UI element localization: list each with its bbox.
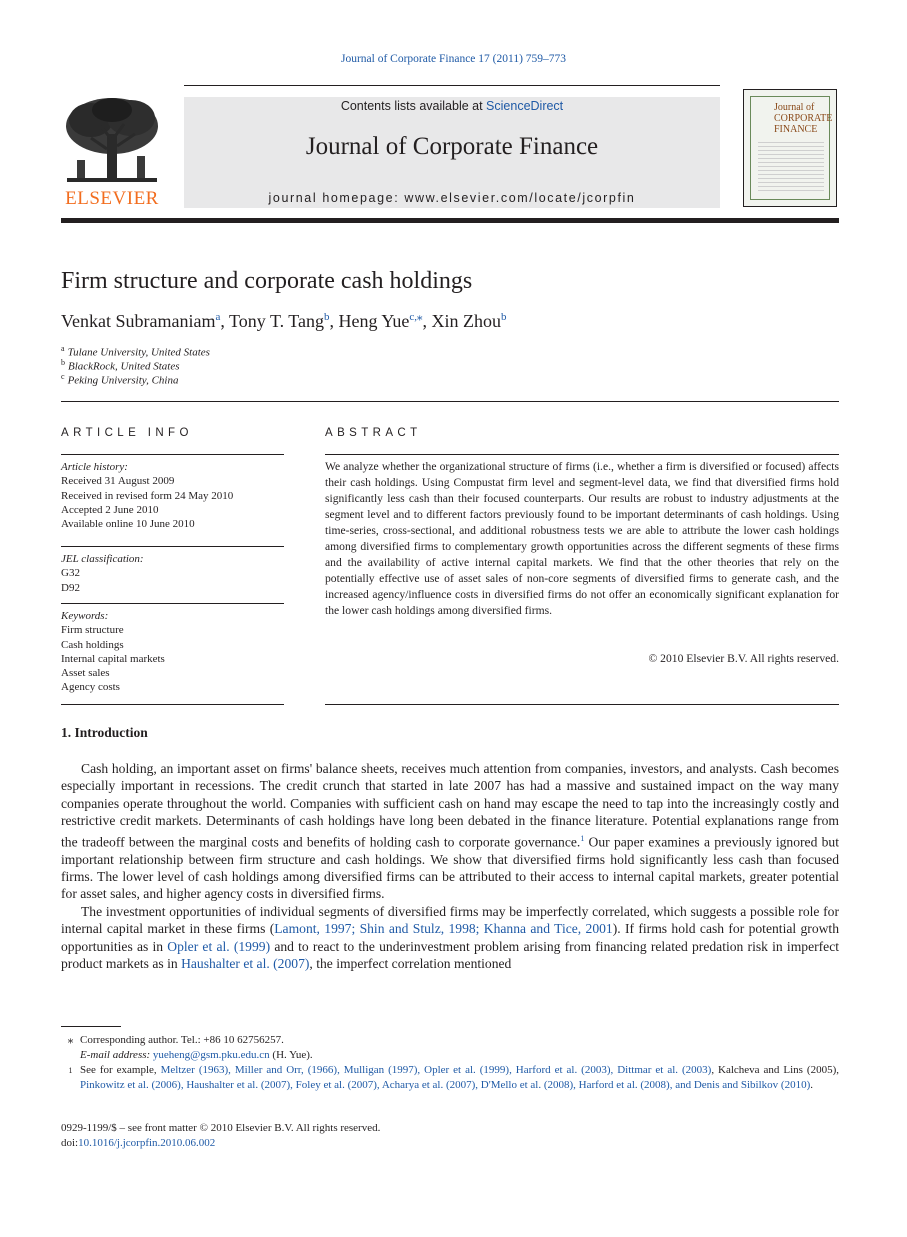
keyword: Firm structure (61, 624, 124, 637)
email-label: E-mail address: (80, 1049, 151, 1061)
contents-line (184, 99, 720, 113)
keyword: Agency costs (61, 681, 120, 694)
author-separator: , (220, 311, 230, 331)
keywords-label: Keywords: (61, 610, 109, 622)
affiliation-rule (61, 401, 839, 402)
divider (61, 454, 284, 455)
header-thick-rule (61, 218, 839, 223)
author-affil-mark[interactable]: a (215, 311, 221, 323)
history-online: Available online 10 June 2010 (61, 518, 195, 531)
author-separator: , (329, 311, 339, 331)
author-separator: , (422, 311, 432, 331)
author-affil-mark[interactable]: b (324, 311, 330, 323)
history-received: Received 31 August 2009 (61, 475, 175, 488)
divider (61, 546, 284, 547)
email-link[interactable]: yueheng@gsm.pku.edu.cn (152, 1049, 270, 1061)
author-name: Tony T. Tang (229, 311, 325, 331)
affiliation-b (61, 358, 180, 373)
paragraph-text: Our paper examines a previously ignored but important relationship between firm structure and cash holdings. We show that diversified firms hold significantly less cash than focused firms. The lower level of cash holdings among diversified firms can be attributed to their access to internal capital markets, greater potential for asset sales, and higher agency costs in diversified firms. (61, 834, 839, 902)
paragraph (61, 760, 839, 903)
article-info-heading: ARTICLE INFO (61, 427, 193, 439)
article-history (61, 460, 233, 531)
journal-cover-thumbnail (743, 89, 837, 207)
footnote-mark: 1 (68, 1066, 73, 1075)
author-name: Heng Yue (338, 311, 410, 331)
footnote-corresponding (61, 1033, 839, 1048)
doi-link[interactable]: 10.1016/j.jcorpfin.2010.06.002 (78, 1137, 216, 1149)
affiliation-text: BlackRock, United States (68, 360, 180, 373)
author-list (61, 310, 507, 332)
journal-homepage[interactable]: journal homepage: www.elsevier.com/locate/jcorpfin (268, 191, 636, 205)
affiliation-text: Tulane University, United States (67, 346, 210, 359)
affiliation-a (61, 344, 210, 359)
divider (61, 704, 284, 705)
citation-link[interactable]: Meltzer (1963), Miller and Orr, (1966), Mulligan (1997), Opler et al. (1999), Harford et al. (2003), Dittmar et al. (2003) (160, 1064, 712, 1076)
footnote-email (61, 1048, 839, 1063)
header-top-rule (184, 85, 720, 86)
keyword: Internal capital markets (61, 652, 165, 665)
citation-link[interactable]: Opler et al. (1999) (167, 938, 271, 954)
journal-title: Journal of Corporate Finance (305, 133, 599, 160)
paragraph (61, 903, 839, 973)
author-name: Xin Zhou (431, 311, 501, 331)
author-name: Venkat Subramaniam (61, 311, 216, 331)
paragraph-text: Cash holding, an important asset on firms' balance sheets, receives much attention from companies, investors, and analysts. Cash becomes especially important in recessions. The credit crunch that started in late 2007 has had a massive and sustained impact on the way many companies operate throughout the world. Companies with sufficient cash on hand may escape the need to tap into the increasingly costly and restrictive credit markets. Determinants of cash holdings have long been debated in the finance literature. Potential explanations range from the tradeoff between the marginal costs and benefits of holding cash to corporate governance. (61, 761, 839, 850)
footnotes (61, 1033, 839, 1093)
abstract-copyright: © 2010 Elsevier B.V. All rights reserved. (648, 652, 839, 665)
jel-label: JEL classification: (61, 553, 144, 565)
paragraph-text: and to react to the underinvestment problem arising from financing related predation risk in imperfect product markets as in (61, 938, 839, 971)
sciencedirect-link[interactable]: ScienceDirect (486, 99, 564, 113)
footnote-text: See for example, (80, 1064, 161, 1076)
divider (61, 603, 284, 604)
jel-code: D92 (61, 581, 80, 594)
footnote-rule (61, 1026, 121, 1027)
elsevier-logo-text: ELSEVIER (65, 188, 159, 209)
doi-line (61, 1136, 380, 1151)
email-suffix: (H. Yue). (269, 1049, 313, 1061)
divider (325, 454, 839, 455)
citation-link[interactable]: Lamont, 1997; Shin and Stulz, 1998; Khanna and Tice, 2001 (274, 921, 613, 937)
footnote-text: Corresponding author. Tel.: +86 10 62756257. (80, 1034, 284, 1046)
footnote-text: , Kalcheva and Lins (2005), (711, 1064, 840, 1076)
affiliation-mark: c (61, 372, 65, 381)
author-affil-mark[interactable]: c,⁎ (409, 311, 423, 323)
paragraph-text: ). If firms hold cash for potential growth opportunities as in (61, 921, 840, 954)
author-affil-mark[interactable]: b (501, 311, 507, 323)
cover-title-line-3: FINANCE (774, 124, 818, 135)
affiliation-text: Peking University, China (67, 374, 179, 387)
abstract-heading: ABSTRACT (325, 427, 422, 439)
abstract-text: We analyze whether the organizational structure of firms (i.e., whether a firm is diversified or focused) affects their cash holdings. Using Compustat firm level and segment-level data, we find that diversified firms hold significantly less cash than their focused counterparts. Our results are robust to industry adjustments at the segment level and to different factors previously found to be important determinants of cash holdings. Using time-series, cross-sectional, and additional robustness tests we are able to attribute the lower cash holdings among diversified firms to complementary growth opportunities across the different segments of these firms and the availability of active internal capital markets. We find that the other theories that rely on the potentially effective use of asset sales of non-core segments of diversified firms to generate cash, and the increased agency/influence costs in diversified firms do not offer an economically significant explanation for the lower cash holdings among diversified firms. (325, 460, 839, 617)
doi-label: doi: (61, 1137, 79, 1149)
introduction-body (61, 760, 839, 972)
history-accepted: Accepted 2 June 2010 (61, 503, 159, 516)
cover-title-line-2: CORPORATE (774, 113, 833, 124)
citation-link[interactable]: Pinkowitz et al. (2006), Haushalter et al. (2007), Foley et al. (2007), Acharya et al. (2007), D'Mello et al. (2008), Harford et al. (2008), and Denis and Sibilkov (2010) (80, 1079, 811, 1091)
footnote-mark-spacer (61, 1048, 80, 1063)
divider (325, 704, 839, 705)
footnote-1 (61, 1063, 839, 1093)
affiliation-c (61, 372, 178, 387)
keyword: Asset sales (61, 667, 110, 680)
contents-prefix: Contents lists available at (340, 99, 487, 113)
affiliation-mark: b (61, 358, 65, 367)
issn-line: 0929-1199/$ – see front matter © 2010 Elsevier B.V. All rights reserved. (61, 1122, 381, 1134)
journal-reference-link[interactable]: Journal of Corporate Finance 17 (2011) 759–773 (340, 53, 567, 65)
jel-code: G32 (61, 567, 80, 580)
keyword: Cash holdings (61, 638, 124, 651)
citation-link[interactable]: Haushalter et al. (2007) (181, 956, 310, 971)
history-revised: Received in revised form 24 May 2010 (61, 489, 234, 502)
article-title: Firm structure and corporate cash holdings (61, 268, 473, 294)
footnote-text: . (810, 1079, 813, 1091)
front-matter-info (61, 1121, 380, 1151)
history-label: Article history: (61, 461, 128, 473)
affiliation-mark: a (61, 344, 65, 353)
footnote-ref[interactable]: 1 (580, 833, 585, 843)
paragraph-text: The investment opportunities of individual segments of diversified firms may be imperfectly correlated, which suggests a possible role for internal capital market in these firms ( (61, 903, 839, 937)
keywords (61, 609, 165, 695)
cover-title-line-1: Journal of (774, 102, 815, 113)
paragraph-text: , the imperfect correlation mentioned (309, 956, 512, 971)
footnote-mark: ⁎ (67, 1034, 74, 1046)
section-heading-introduction: 1. Introduction (61, 725, 148, 740)
jel-classification (61, 552, 144, 595)
